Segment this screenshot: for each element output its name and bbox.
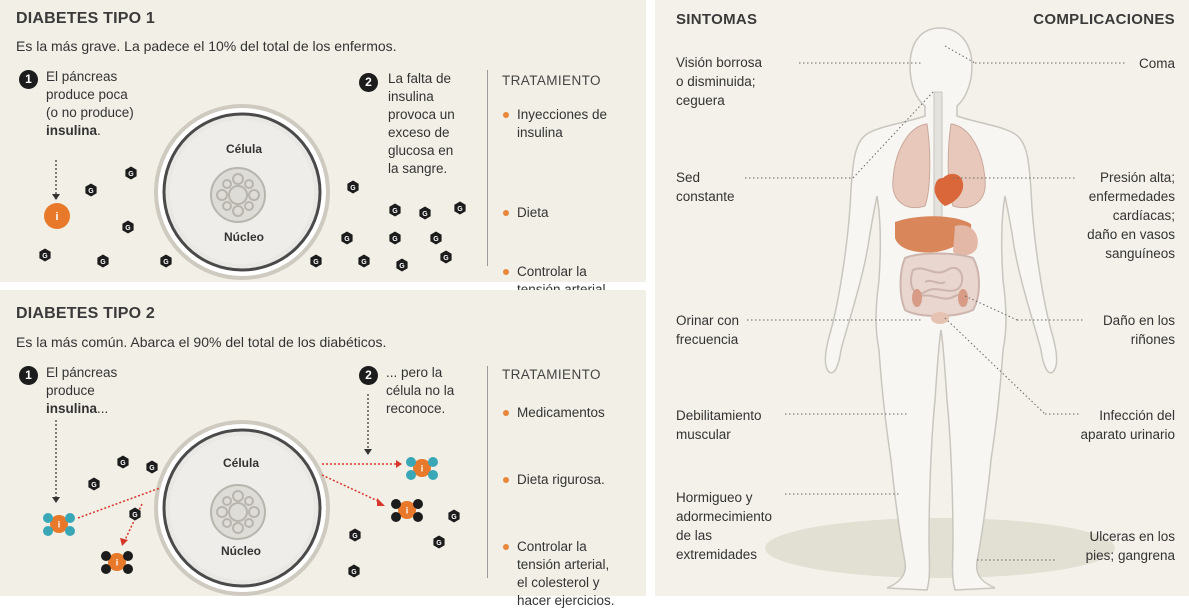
glucose-molecule-icon	[310, 255, 321, 268]
glucose-molecule-icon	[430, 232, 441, 245]
svg-text:G: G	[351, 569, 357, 576]
kidney	[912, 289, 922, 307]
treatment-text: Dieta	[517, 205, 549, 220]
blocked-arrow	[78, 488, 160, 518]
type1-step1-line: produce poca	[46, 87, 128, 102]
svg-text:G: G	[451, 514, 457, 521]
type1-step1-line: (o no produce)	[46, 105, 134, 120]
type2-step2-line: ... pero la	[386, 365, 443, 380]
glucose-molecule-icon	[419, 207, 430, 220]
treatment-text: Controlar la	[517, 264, 587, 279]
svg-text:i: i	[420, 463, 424, 474]
body-complications-panel	[655, 0, 1189, 596]
glucose-molecule-icon	[117, 456, 128, 469]
nucleus-label: Núcleo	[220, 544, 262, 558]
type2-step1-end: ...	[97, 401, 109, 416]
glucose-molecule-icon	[146, 461, 157, 474]
type2-step2-line: reconoce.	[386, 401, 446, 416]
arrow-head-icon	[120, 538, 128, 546]
glucose-molecule-icon	[341, 232, 352, 245]
cell-label: Célula	[222, 456, 260, 470]
symptom-label: Sed constante	[676, 170, 735, 204]
bladder	[931, 312, 949, 324]
glucose-molecule-icon	[39, 249, 50, 262]
type1-step2-line: provoca un	[388, 107, 455, 122]
type1-step2-line: glucosa en	[388, 143, 454, 158]
treatment-text: Medicamentos	[517, 405, 605, 420]
glucose-molecule-icon	[88, 478, 99, 491]
type1-step2-line: exceso de	[388, 125, 450, 140]
svg-text:G: G	[163, 259, 169, 266]
arrow-head-icon	[52, 194, 60, 200]
treatment-text: Dieta rigurosa.	[517, 472, 605, 487]
diabetes-type1-panel	[0, 0, 646, 282]
symptom-label: Debilitamiento muscular	[676, 408, 762, 442]
glucose-molecule-icon	[129, 508, 140, 521]
svg-text:G: G	[443, 255, 449, 262]
glucose-molecule-icon	[85, 184, 96, 197]
type1-step2-line: la sangre.	[388, 161, 448, 176]
type1-title: DIABETES TIPO 1	[16, 10, 156, 27]
spine	[934, 92, 942, 232]
divider	[487, 70, 488, 266]
complication-label: Infección del aparato urinario	[1080, 408, 1175, 442]
type2-step2-number: 2	[359, 366, 378, 385]
complication-label: Daño en los riñones	[1102, 313, 1175, 347]
type2-step1-bold: insulina	[46, 401, 98, 416]
nucleus-icon	[211, 485, 265, 539]
glucose-molecule-icon	[348, 565, 359, 578]
type2-treatment-title: TRATAMIENTO	[502, 367, 601, 382]
floor-shadow	[765, 518, 1115, 578]
insulin-molecule-icon	[44, 203, 70, 229]
svg-text:G: G	[457, 206, 463, 213]
arrow-head-icon	[364, 449, 372, 455]
symptoms-title: SINTOMAS	[676, 11, 758, 28]
nucleus-icon	[211, 168, 265, 222]
treatment-text: Inyecciones de insulina	[517, 107, 608, 140]
glucose-molecule-icon	[433, 536, 444, 549]
svg-text:G: G	[422, 211, 428, 218]
svg-text:G: G	[91, 482, 97, 489]
svg-text:G: G	[344, 236, 350, 243]
svg-text:G: G	[399, 263, 405, 270]
glucose-molecule-icon	[358, 255, 369, 268]
svg-text:i: i	[57, 519, 61, 530]
svg-text:G: G	[128, 171, 134, 178]
type1-step2-line: insulina	[388, 89, 434, 104]
symptom-label: Hormigueo y adormecimiento de las extremidades	[676, 490, 773, 562]
complication-label: Coma	[1138, 56, 1175, 71]
type2-title: DIABETES TIPO 2	[16, 305, 156, 322]
type1-step1-line: El páncreas	[46, 69, 118, 84]
type1-step2-number: 2	[359, 73, 378, 92]
svg-text:G: G	[436, 540, 442, 547]
svg-text:i: i	[405, 505, 409, 516]
svg-text:i: i	[115, 557, 119, 568]
glucose-molecule-icon	[160, 255, 171, 268]
type2-step1-line: El páncreas	[46, 365, 118, 380]
svg-text:G: G	[149, 465, 155, 472]
symptom-label: Orinar con frecuencia	[676, 313, 740, 347]
glucose-molecule-icon	[389, 232, 400, 245]
glucose-molecule-icon	[97, 255, 108, 268]
type2-step1-line: produce	[46, 383, 95, 398]
svg-text:G: G	[352, 533, 358, 540]
blocked-arrow	[322, 475, 380, 502]
glucose-molecule-icon	[448, 510, 459, 523]
complication-label: Presión alta; enfermedades cardíacas; daño en vasos sanguíneos	[1087, 170, 1175, 261]
glucose-molecule-icon	[125, 167, 136, 180]
type2-step2-line: célula no la	[386, 383, 455, 398]
symptom-label: Visión borrosa o disminuida; ceguera	[676, 55, 763, 108]
glucose-molecule-icon	[396, 259, 407, 272]
svg-text:G: G	[88, 188, 94, 195]
type1-step1-bold: insulina	[46, 123, 98, 138]
type1-subtitle: Es la más grave. La padece el 10% del total de los enfermos.	[16, 38, 397, 54]
arrow-head-icon	[52, 497, 60, 503]
type1-treatment-title: TRATAMIENTO	[502, 73, 601, 88]
svg-text:G: G	[392, 208, 398, 215]
arrow-head-icon	[377, 498, 385, 506]
nucleus-label: Núcleo	[223, 230, 265, 244]
svg-text:G: G	[361, 259, 367, 266]
type1-step1-number: 1	[19, 70, 38, 89]
svg-text:G: G	[120, 460, 126, 467]
svg-text:G: G	[392, 236, 398, 243]
complication-label: Ulceras en los pies; gangrena	[1085, 529, 1175, 563]
type1-step1-end: .	[97, 123, 101, 138]
svg-text:G: G	[42, 253, 48, 260]
type2-subtitle: Es la más común. Abarca el 90% del total de los diabéticos.	[16, 334, 387, 350]
glucose-molecule-icon	[122, 221, 133, 234]
diabetes-type2-panel	[0, 290, 646, 608]
kidney	[958, 289, 968, 307]
glucose-molecule-icon	[349, 529, 360, 542]
svg-text:G: G	[132, 512, 138, 519]
svg-text:i: i	[55, 211, 59, 223]
glucose-molecule-icon	[347, 181, 358, 194]
glucose-molecule-icon	[440, 251, 451, 264]
arrow-head-icon	[396, 460, 402, 468]
divider	[487, 366, 488, 578]
svg-text:G: G	[350, 185, 356, 192]
svg-text:G: G	[313, 259, 319, 266]
cell-label: Célula	[225, 142, 263, 156]
type1-step2-line: La falta de	[388, 71, 452, 86]
svg-text:G: G	[433, 236, 439, 243]
intestines	[901, 254, 980, 317]
type2-step1-number: 1	[19, 366, 38, 385]
svg-text:G: G	[125, 225, 131, 232]
glucose-molecule-icon	[389, 204, 400, 217]
svg-text:G: G	[100, 259, 106, 266]
glucose-molecule-icon	[454, 202, 465, 215]
treatment-text: Controlar la tensión arterial, el colesterol y hacer ejercicios.	[517, 539, 615, 608]
complications-title: COMPLICACIONES	[1033, 11, 1175, 28]
